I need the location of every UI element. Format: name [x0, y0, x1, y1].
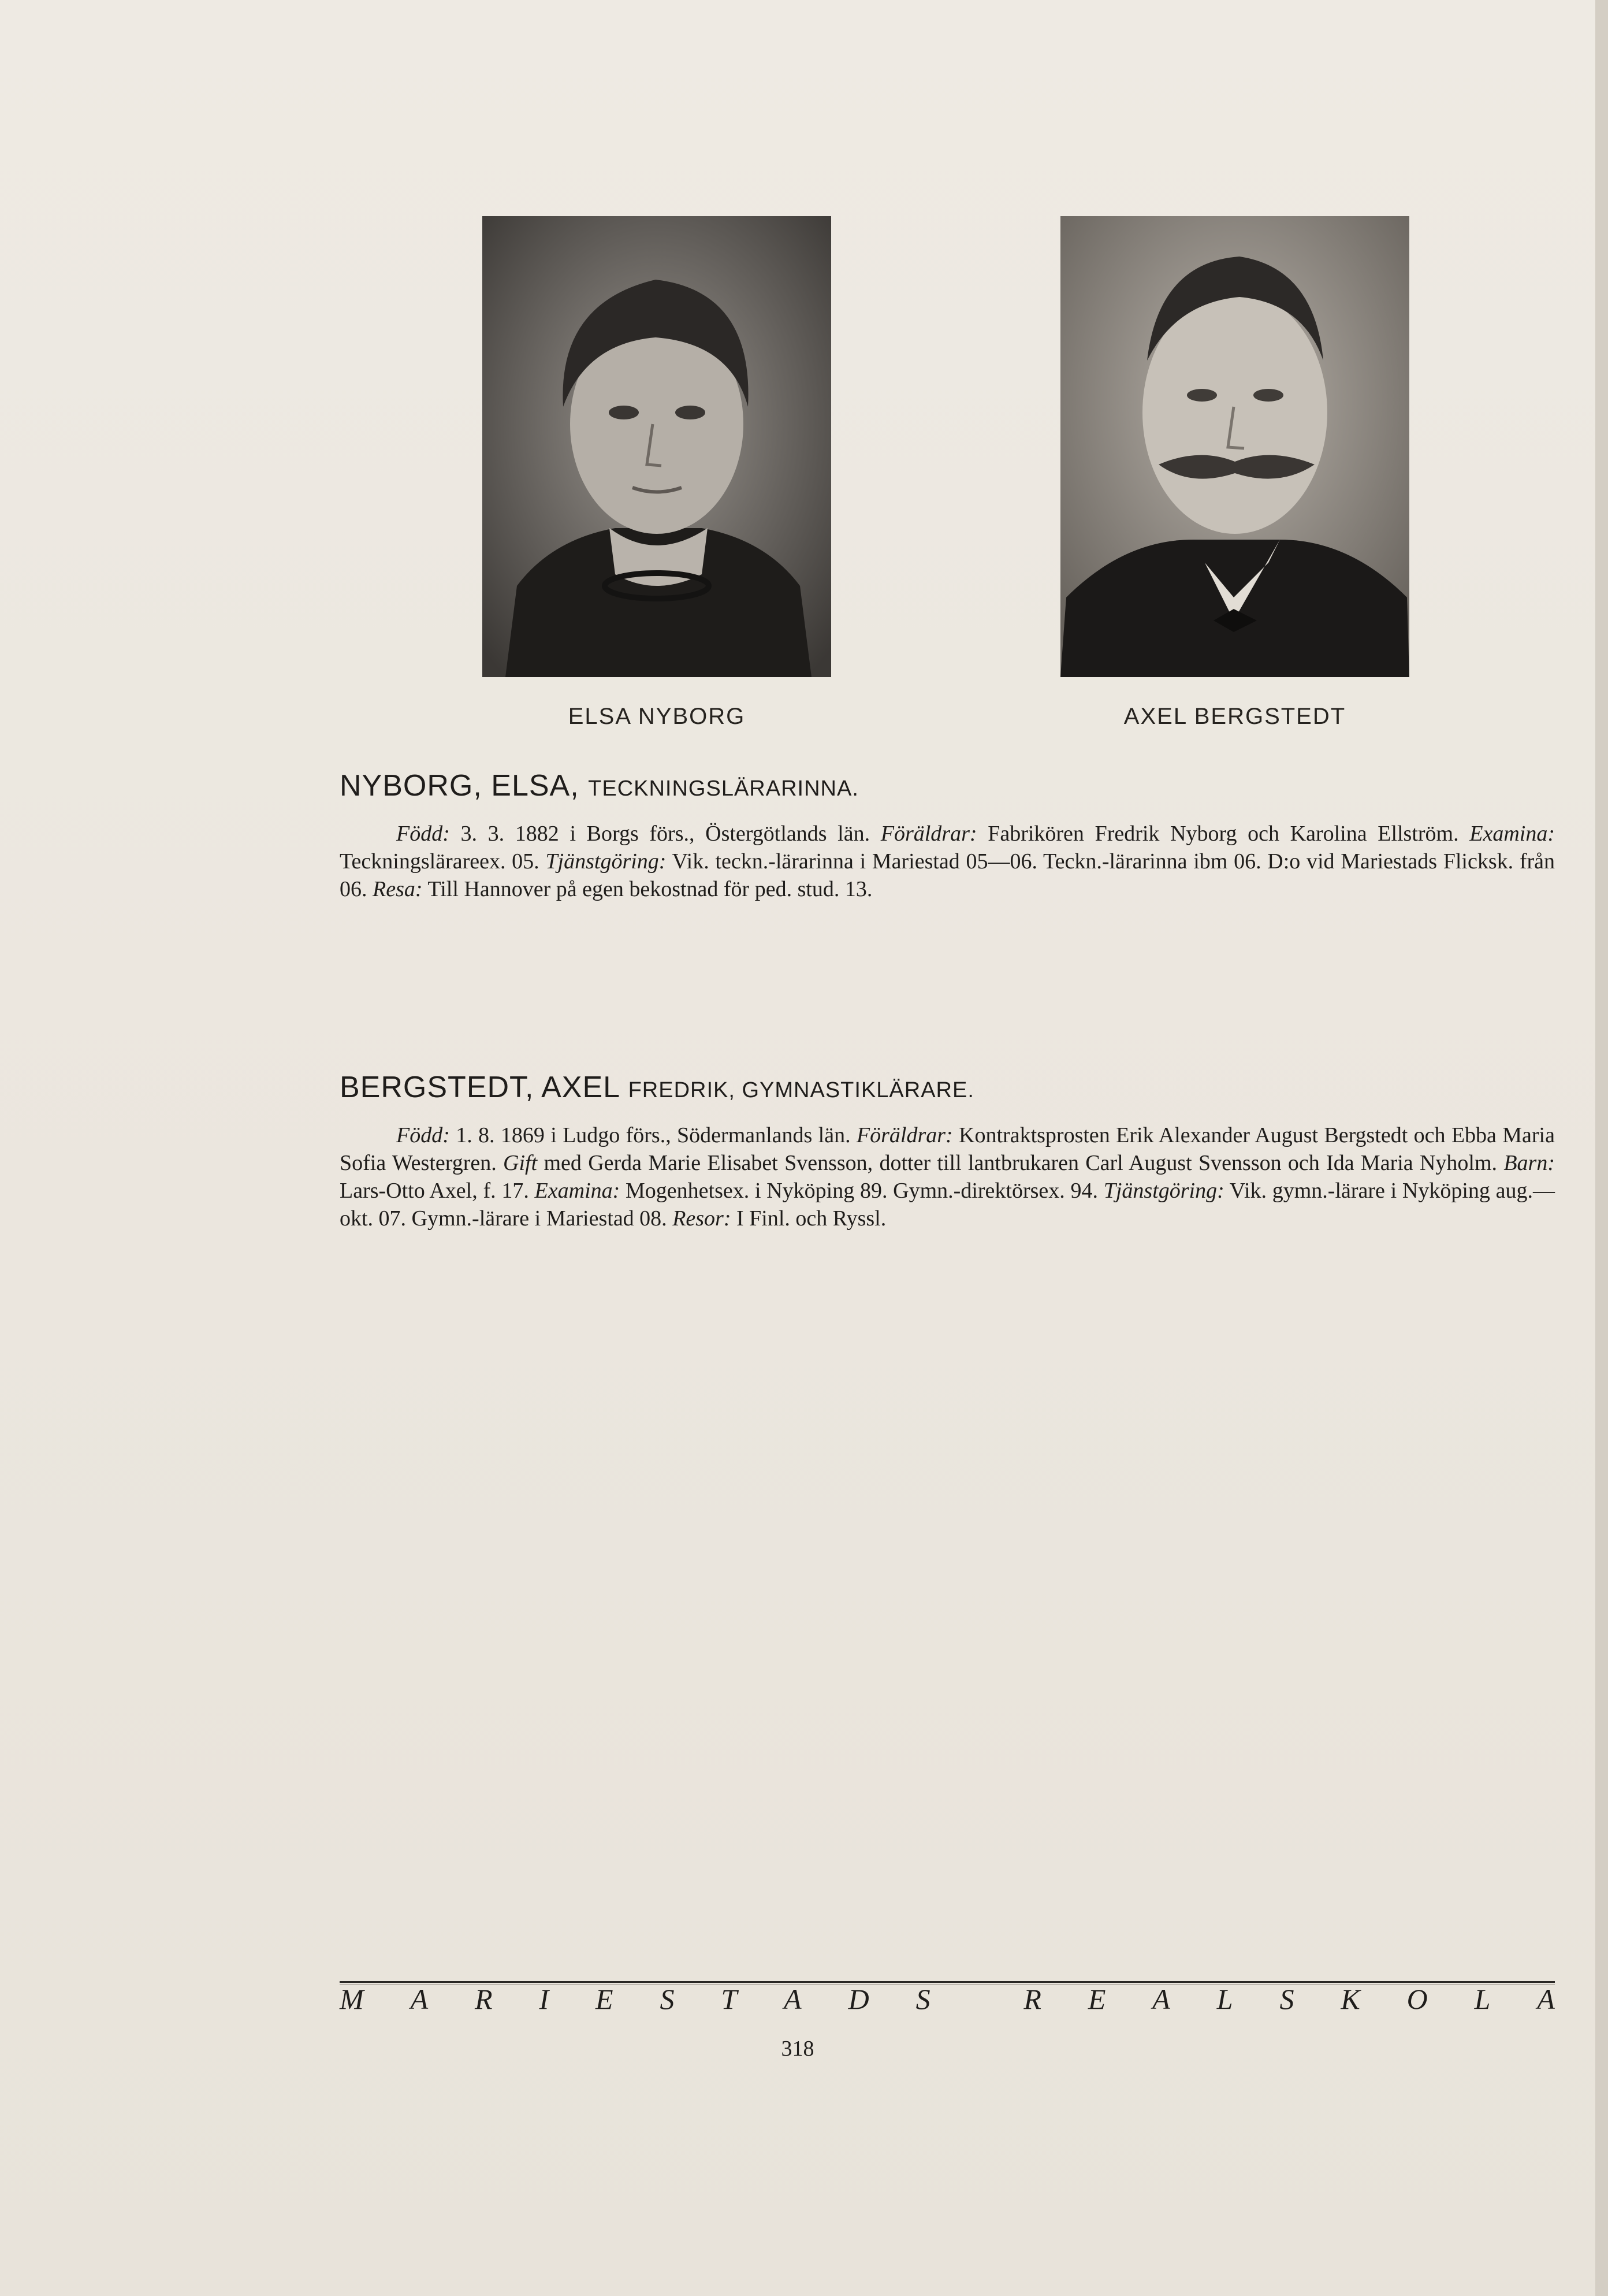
field-text: Mogenhetsex. i Nyköping 89. Gymn.-direktörsex. 94. — [620, 1179, 1104, 1203]
field-text: 3. 3. 1882 i Borgs förs., Östergötlands län. — [449, 822, 881, 846]
footer-letter: T — [721, 1983, 738, 2015]
footer-letter: K — [1341, 1983, 1360, 2015]
entry-role: FREDRIK, GYMNASTIKLÄRARE. — [628, 1078, 974, 1102]
field-text: Vik. gymn.-lärare i Nyköping aug.—okt. 07. Gymn.-lärare i Mariestad 08. — [340, 1179, 1555, 1231]
field-label: Barn: — [1503, 1151, 1555, 1175]
footer-letter: D — [848, 1983, 869, 2015]
entry-heading — [340, 767, 1555, 807]
footer-letter: S — [660, 1983, 675, 2015]
footer-letter: I — [539, 1983, 549, 2015]
footer-letter: S — [915, 1983, 930, 2015]
field-text: Till Hannover på egen bekostnad för ped. stud. 13. — [422, 877, 873, 901]
footer-letter: E — [1088, 1983, 1106, 2015]
footer-letter: M — [340, 1983, 364, 2015]
field-text: Kontraktsprosten Erik Alexander August Bergstedt och Ebba Maria Sofia Westergren. — [340, 1123, 1555, 1175]
field-label: Född: — [396, 1123, 450, 1147]
biography-entry — [340, 1069, 1555, 1232]
footer-letter: O — [1406, 1983, 1428, 2015]
running-footer-school-name — [340, 1982, 1555, 2016]
footer-letter: A — [410, 1983, 429, 2015]
footer-letter: R — [475, 1983, 493, 2015]
field-label: Gift — [503, 1151, 538, 1175]
footer-letter: R — [1023, 1983, 1041, 2015]
portrait-photo-woman — [482, 216, 831, 677]
footer-letter: A — [784, 1983, 802, 2015]
entry-role: TECKNINGSLÄRARINNA. — [588, 777, 859, 801]
biography-entry — [340, 767, 1555, 903]
footer-letter: S — [1279, 1983, 1294, 2015]
entry-heading — [340, 1069, 1555, 1109]
field-text: Teckningslärareex. 05. — [340, 849, 546, 874]
field-label: Föräldrar: — [880, 822, 977, 846]
entry-name: BERGSTEDT, AXEL — [340, 1071, 620, 1104]
field-text: med Gerda Marie Elisabet Svensson, dotter till lantbrukaren Carl August Svensson och Ida Maria Nyholm. — [537, 1151, 1504, 1175]
entry-body — [340, 820, 1555, 903]
field-label: Examina: — [534, 1179, 620, 1203]
portrait-photo-man — [1060, 216, 1409, 677]
page-number: 318 — [781, 2037, 814, 2061]
field-label: Resor: — [672, 1206, 731, 1231]
field-text: Lars-Otto Axel, f. 17. — [340, 1179, 535, 1203]
field-label: Resa: — [373, 877, 423, 901]
field-label: Examina: — [1469, 822, 1555, 846]
entry-name: NYBORG, ELSA, — [340, 769, 579, 803]
field-label: Föräldrar: — [856, 1123, 953, 1147]
field-text: I Finl. och Ryssl. — [731, 1206, 887, 1231]
entry-body — [340, 1121, 1555, 1232]
portrait-caption: ELSA NYBORG — [568, 704, 746, 729]
field-text: Vik. teckn.-lärarinna i Mariestad 05—06. Teckn.-lärarinna ibm 06. D:o vid Mariestads Flicksk. från 06. — [340, 849, 1555, 901]
field-text: Fabrikören Fredrik Nyborg och Karolina Ellström. — [977, 822, 1470, 846]
field-label: Född: — [396, 822, 450, 846]
footer-letter: E — [595, 1983, 613, 2015]
footer-letter: A — [1537, 1983, 1555, 2015]
footer-letter: L — [1474, 1983, 1491, 2015]
field-label: Tjänstgöring: — [1103, 1179, 1224, 1203]
footer-letter: A — [1152, 1983, 1170, 2015]
footer-letter: L — [1216, 1983, 1233, 2015]
portrait-caption: AXEL BERGSTEDT — [1123, 704, 1346, 729]
field-label: Tjänstgöring: — [545, 849, 667, 874]
field-text: 1. 8. 1869 i Ludgo förs., Södermanlands län. — [449, 1123, 857, 1147]
